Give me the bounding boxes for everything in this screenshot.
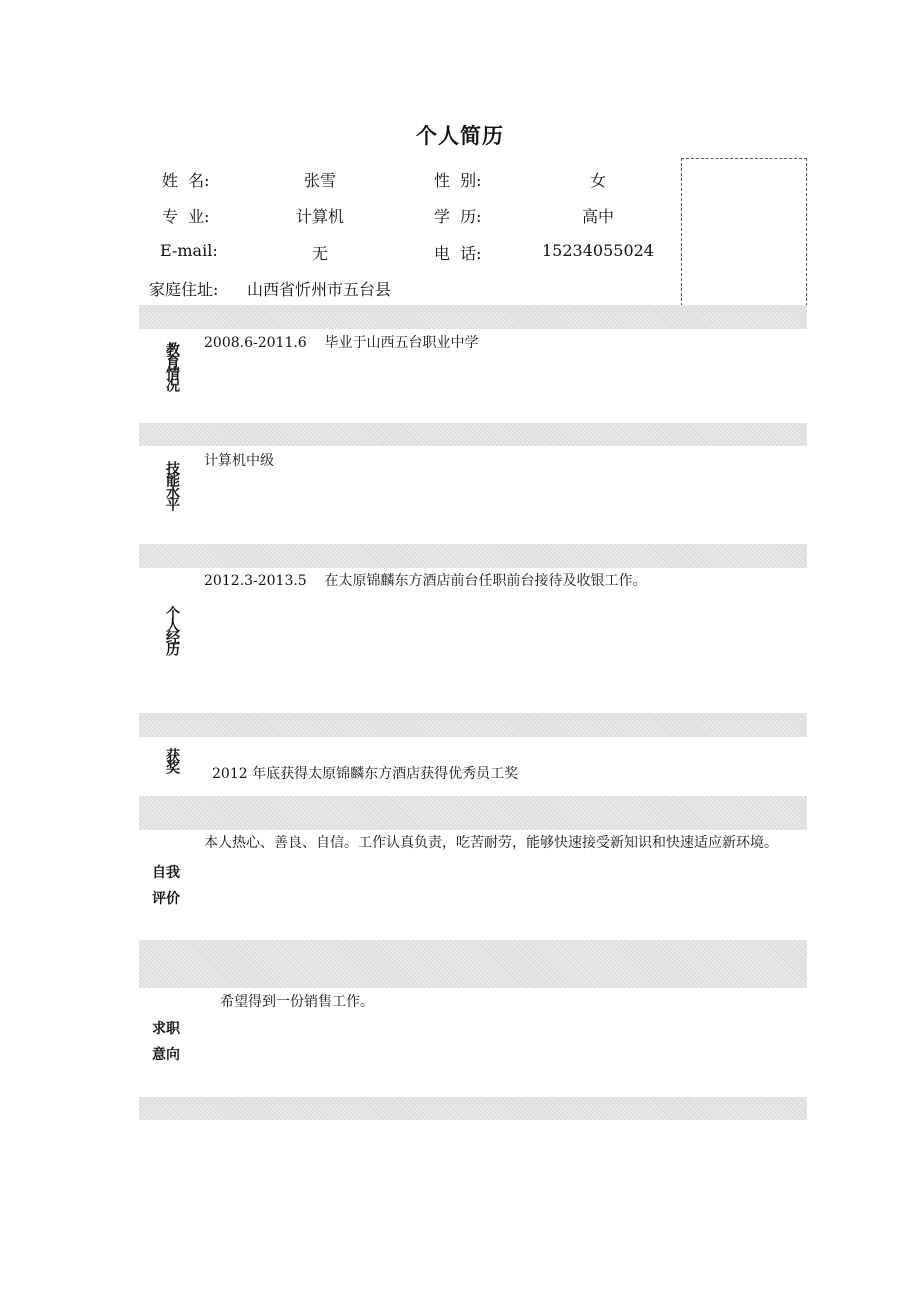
phone-value: 15234055024 (542, 241, 654, 260)
section-divider (139, 423, 807, 446)
section-divider (139, 1097, 807, 1120)
skills-content: 计算机中级 (204, 453, 274, 469)
self-eval-label-line1: 自我 (152, 865, 180, 881)
self-eval-label-line2: 评价 (152, 891, 180, 907)
phone-label: 电 话: (434, 244, 482, 263)
education-label: 教育情况 (164, 342, 180, 390)
page-title: 个人简历 (416, 123, 504, 148)
major-value: 计算机 (295, 207, 344, 226)
awards-content: 2012 年底获得太原锦麟东方酒店获得优秀员工奖 (212, 766, 519, 782)
awards-label: 获奖 (164, 748, 180, 772)
self-eval-content: 本人热心、善良、自信。工作认真负责，吃苦耐劳，能够快速接受新知识和快速适应新环境。 (204, 835, 778, 851)
skills-label: 技能水平 (164, 461, 180, 509)
section-divider (139, 713, 807, 737)
objective-label-line2: 意向 (152, 1047, 180, 1063)
address-label: 家庭住址: (149, 280, 219, 299)
major-label: 专 业: (162, 207, 210, 226)
education-content: 2008.6-2011.6 毕业于山西五台职业中学 (204, 335, 479, 351)
gender-value: 女 (589, 171, 606, 190)
address-value: 山西省忻州市五台县 (247, 280, 392, 299)
objective-content: 希望得到一份销售工作。 (220, 994, 374, 1010)
objective-label-line1: 求职 (152, 1021, 180, 1037)
degree-value: 高中 (581, 207, 614, 226)
photo-placeholder (681, 158, 807, 306)
email-label: E-mail: (160, 241, 218, 260)
gender-label: 性 别: (434, 171, 482, 190)
experience-label: 个人经历 (164, 606, 180, 654)
degree-label: 学 历: (434, 207, 482, 226)
experience-content: 2012.3-2013.5 在太原锦麟东方酒店前台任职前台接待及收银工作。 (204, 573, 647, 589)
email-value: 无 (311, 244, 328, 263)
section-divider (139, 940, 807, 988)
section-divider (139, 796, 807, 830)
name-label: 姓 名: (162, 171, 210, 190)
name-value: 张雪 (303, 171, 336, 190)
section-divider (139, 305, 807, 329)
section-divider (139, 544, 807, 568)
